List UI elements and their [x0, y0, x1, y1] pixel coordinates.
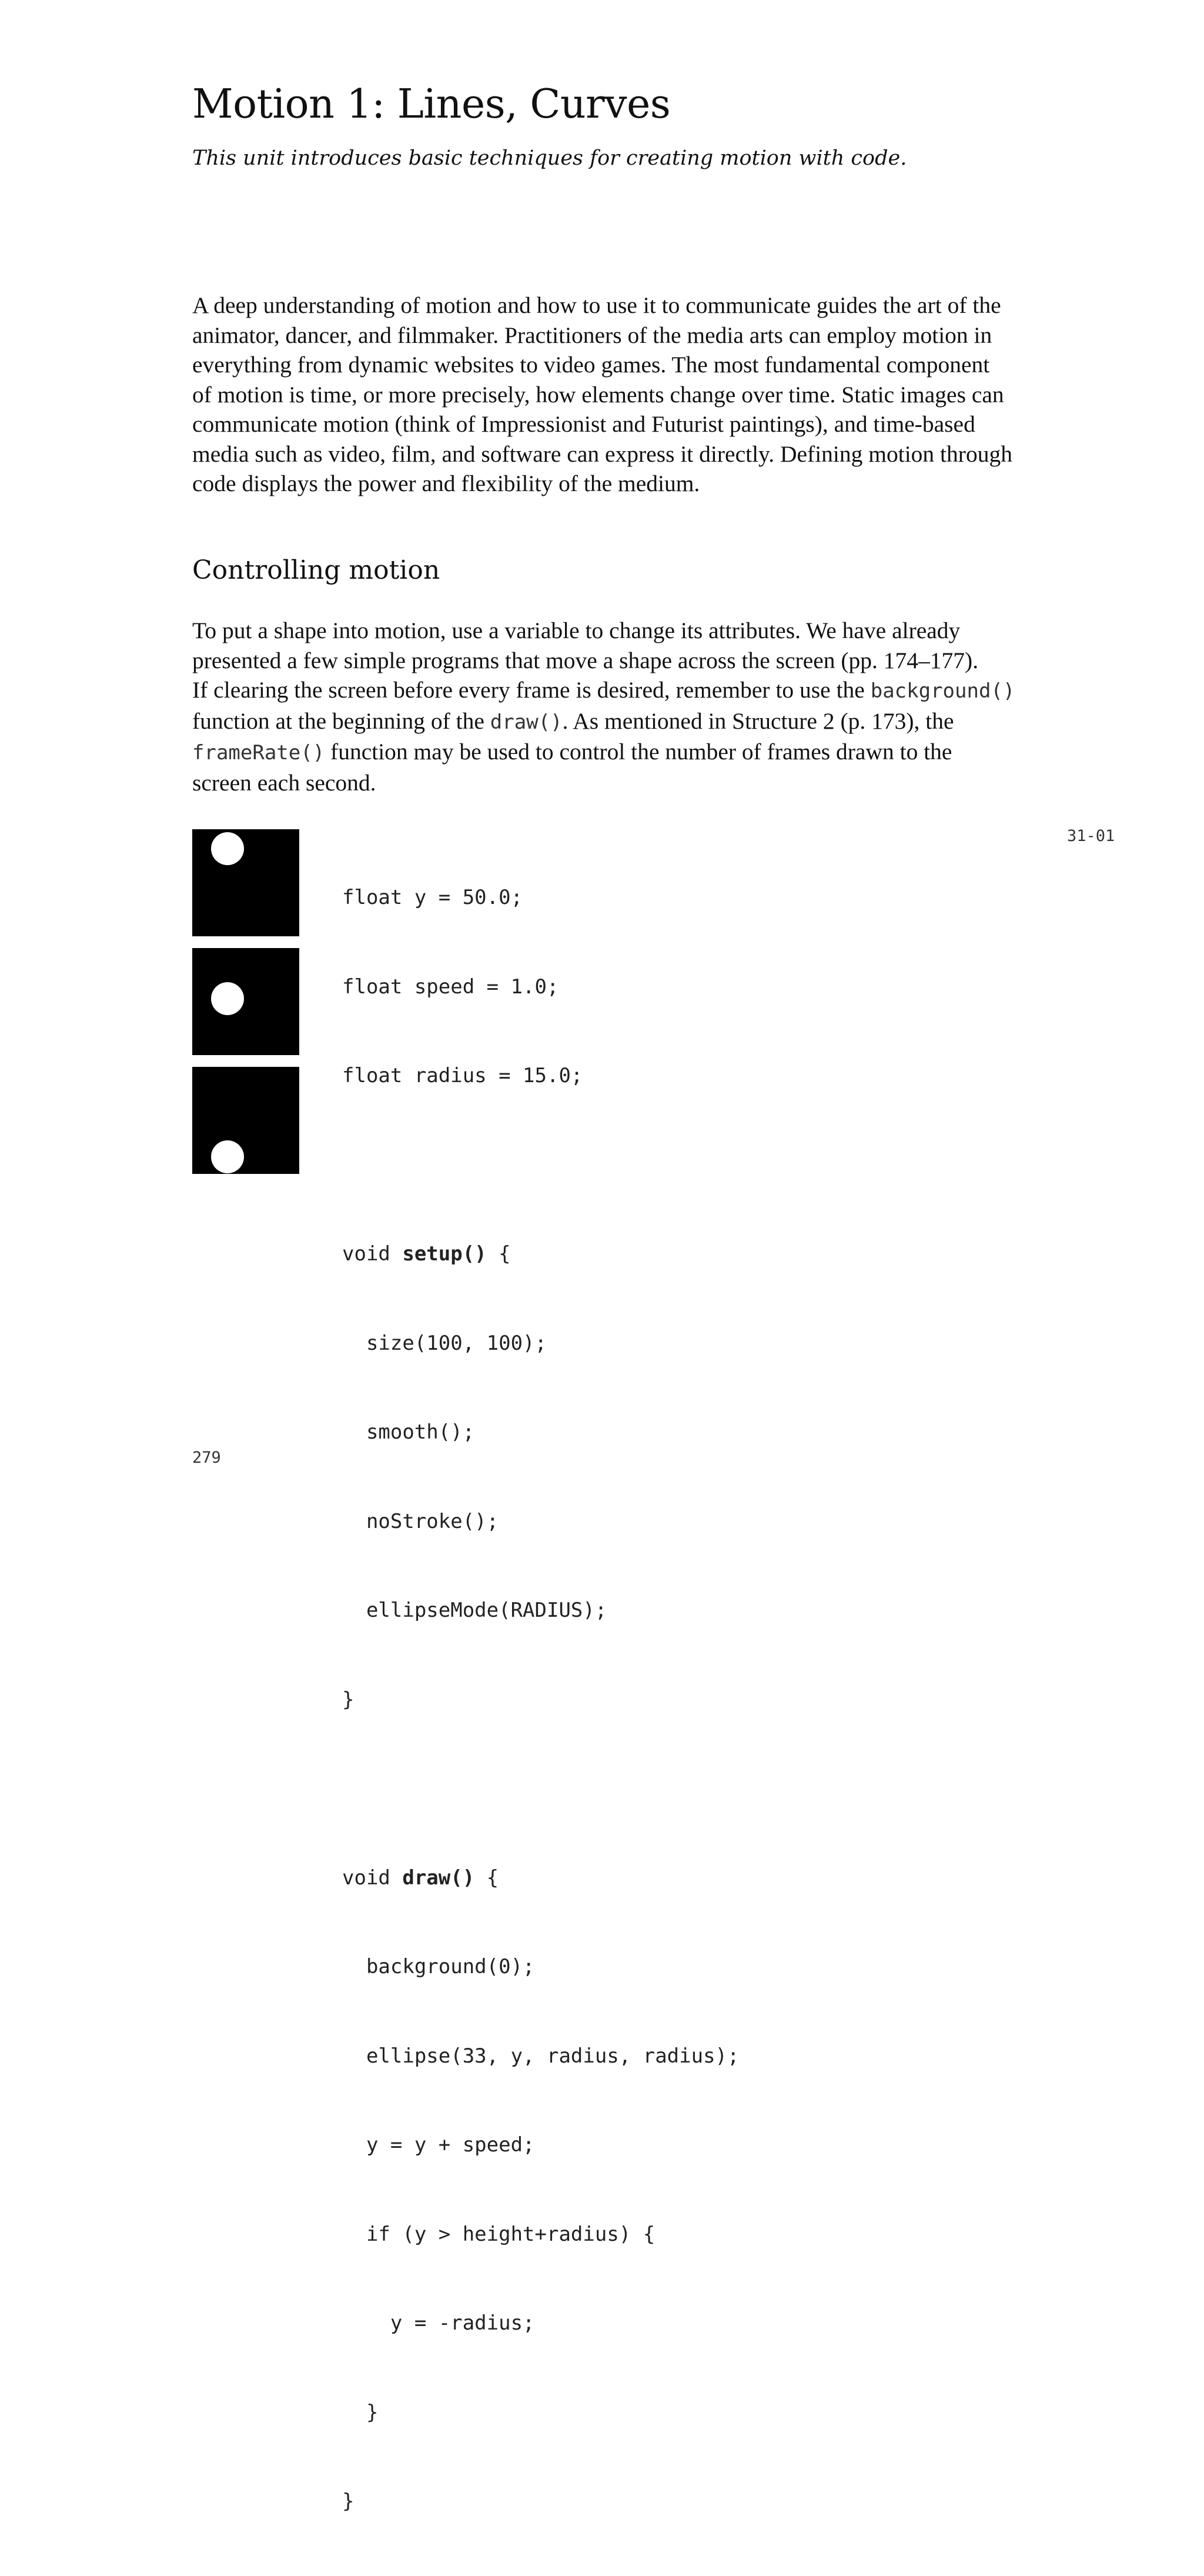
code-function-name: draw()	[402, 1866, 475, 1890]
code-token: void	[342, 1866, 403, 1890]
code-token: {	[474, 1866, 499, 1890]
code-token: {	[486, 1242, 511, 1266]
paragraph-line	[192, 675, 1051, 706]
code-line: y = y + speed;	[342, 2133, 535, 2157]
code-line: y = -radius;	[342, 2311, 535, 2335]
section-heading: Controlling motion	[192, 555, 440, 585]
code-blank-line	[342, 1150, 740, 1180]
code-line: float radius = 15.0;	[342, 1064, 583, 1087]
intro-line: code displays the power and flexibility of the medium.	[192, 471, 700, 496]
intro-paragraph	[192, 291, 1051, 499]
paragraph-line: To put a shape into motion, use a variable to change its attributes. We have already	[192, 618, 961, 643]
inline-code-draw: draw()	[490, 710, 563, 734]
example-frame	[192, 1067, 299, 1174]
ball-shape	[211, 1140, 244, 1173]
code-function-name: setup()	[402, 1242, 487, 1266]
example-frames	[192, 829, 299, 1186]
paragraph-text: . As mentioned in Structure 2 (p. 173), the	[562, 708, 954, 734]
ball-shape	[211, 982, 244, 1015]
code-line	[342, 1863, 740, 1893]
paragraph-line	[192, 706, 1051, 738]
code-blank-line	[342, 1774, 740, 1804]
paragraph-text: function at the beginning of the	[192, 708, 490, 734]
code-line: smooth();	[342, 1420, 475, 1444]
inline-code-framerate: frameRate()	[192, 741, 325, 765]
code-line: float speed = 1.0;	[342, 975, 559, 999]
ball-shape	[211, 832, 244, 865]
example-frame	[192, 829, 299, 936]
code-line: ellipseMode(RADIUS);	[342, 1599, 607, 1622]
intro-line: media such as video, film, and software can express it directly. Defining motion through	[192, 441, 1012, 467]
example-number: 31-01	[1067, 827, 1115, 845]
chapter-title: Motion 1: Lines, Curves	[192, 81, 671, 128]
intro-line: communicate motion (think of Impressionist and Futurist paintings), and time-based	[192, 411, 975, 437]
code-line: }	[342, 2400, 379, 2424]
paragraph-text: function may be used to control the number of frames drawn to the	[325, 739, 952, 765]
code-line: float y = 50.0;	[342, 886, 523, 909]
code-token: void	[342, 1242, 403, 1266]
paragraph-line: screen each second.	[192, 769, 376, 796]
code-line: noStroke();	[342, 1509, 499, 1533]
intro-line: A deep understanding of motion and how to use it to communicate guides the art of the	[192, 292, 1001, 318]
code-line: size(100, 100);	[342, 1331, 547, 1355]
page-number: 279	[192, 1449, 221, 1467]
code-line: background(0);	[342, 1955, 535, 1978]
code-listing	[342, 823, 740, 2576]
example-frame	[192, 948, 299, 1055]
code-line: ellipse(33, y, radius, radius);	[342, 2044, 740, 2068]
controlling-motion-paragraph	[192, 616, 1051, 798]
intro-line: everything from dynamic websites to video games. The most fundamental component	[192, 352, 990, 378]
paragraph-text: If clearing the screen before every frame is desired, remember to use the	[192, 677, 871, 703]
code-line	[342, 1239, 740, 1269]
code-line: if (y > height+radius) {	[342, 2222, 655, 2246]
intro-line: animator, dancer, and filmmaker. Practitioners of the media arts can employ motion in	[192, 322, 992, 348]
code-line: }	[342, 2490, 354, 2513]
chapter-subtitle: This unit introduces basic techniques for creating motion with code.	[192, 146, 907, 170]
paragraph-line	[192, 737, 1051, 768]
inline-code-background: background()	[870, 679, 1015, 703]
code-line: }	[342, 1687, 354, 1711]
paragraph-line: presented a few simple programs that move a shape across the screen (pp. 174–177).	[192, 647, 979, 673]
intro-line: of motion is time, or more precisely, how elements change over time. Static images can	[192, 381, 1004, 408]
